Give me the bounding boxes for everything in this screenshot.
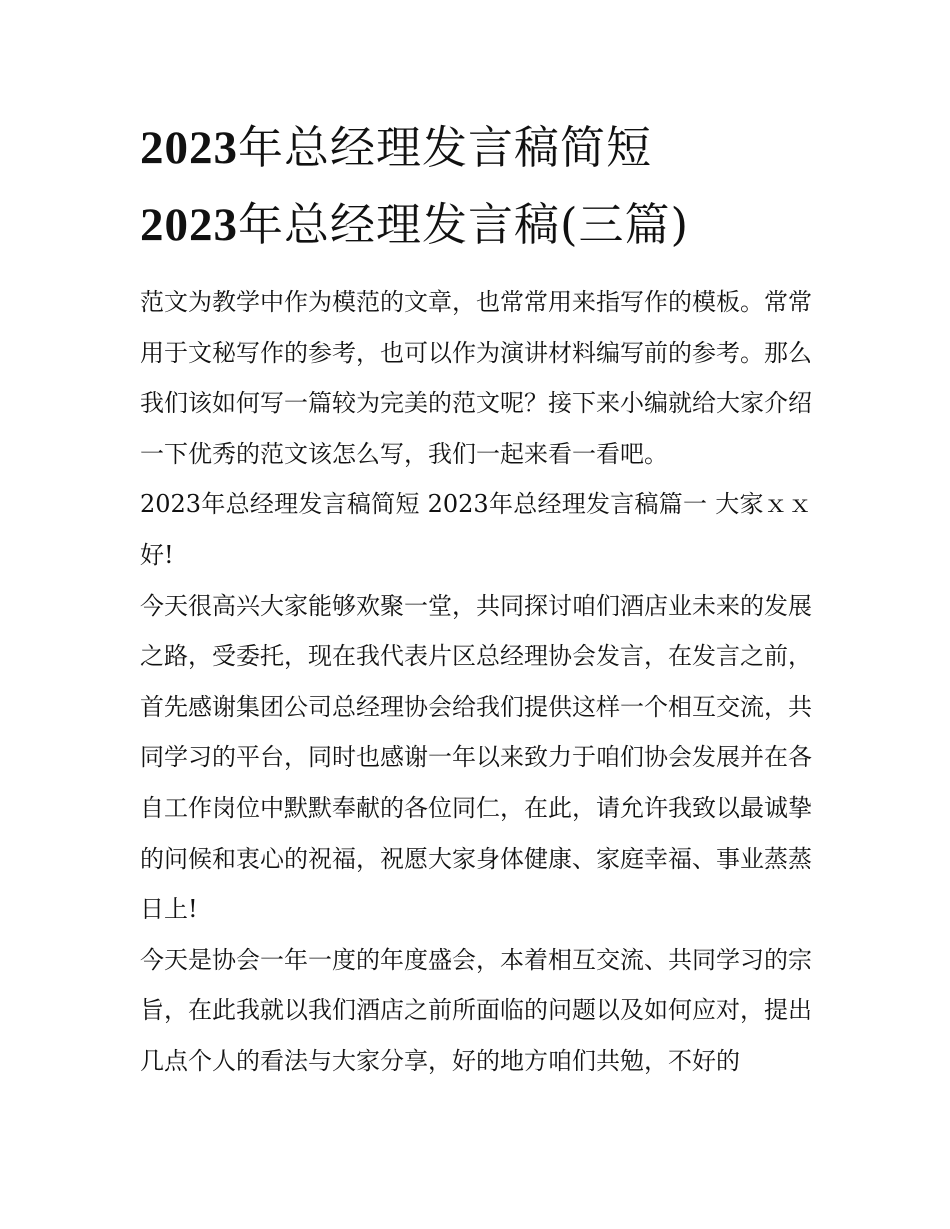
paragraph-meeting: 今天是协会一年一度的年度盛会，本着相互交流、共同学习的宗旨，在此我就以我们酒店之前所面临的问题以及如何应对，提出几点个人的看法与大家分享，好的地方咱们共勉，不好的 [140, 945, 812, 1075]
document-body [140, 277, 812, 1087]
title-text-1: 年总经理发言稿简短 [238, 121, 653, 174]
document-title-line-2 [140, 197, 689, 253]
title-year-2: 2023 [140, 199, 238, 251]
paragraph-intro: 范文为教学中作为模范的文章，也常常用来指写作的模板。常常用于文秘写作的参考，也可以作为演讲材料编写前的参考。那么我们该如何写一篇较为完美的范文呢？接下来小编就给大家介绍一下优秀的范文该怎么写，我们一起来看一看吧。 [140, 288, 812, 468]
paragraph-heading-greeting: 2023年总经理发言稿简短 2023年总经理发言稿篇一 大家ｘｘ好! [140, 490, 812, 569]
document-title-line-1 [140, 120, 652, 176]
title-year-1: 2023 [140, 122, 238, 174]
paragraph-opening: 今天很高兴大家能够欢聚一堂，共同探讨咱们酒店业未来的发展之路，受委托，现在我代表片区总经理协会发言，在发言之前，首先感谢集团公司总经理协会给我们提供这样一个相互交流，共同学习的平台，同时也感谢一年以来致力于咱们协会发展并在各自工作岗位中默默奉献的各位同仁，在此，请允许我致以最诚挚的问候和衷心的祝福，祝愿大家身体健康、家庭幸福、事业蒸蒸日上! [140, 591, 812, 924]
title-text-2: 年总经理发言稿(三篇) [238, 198, 690, 251]
